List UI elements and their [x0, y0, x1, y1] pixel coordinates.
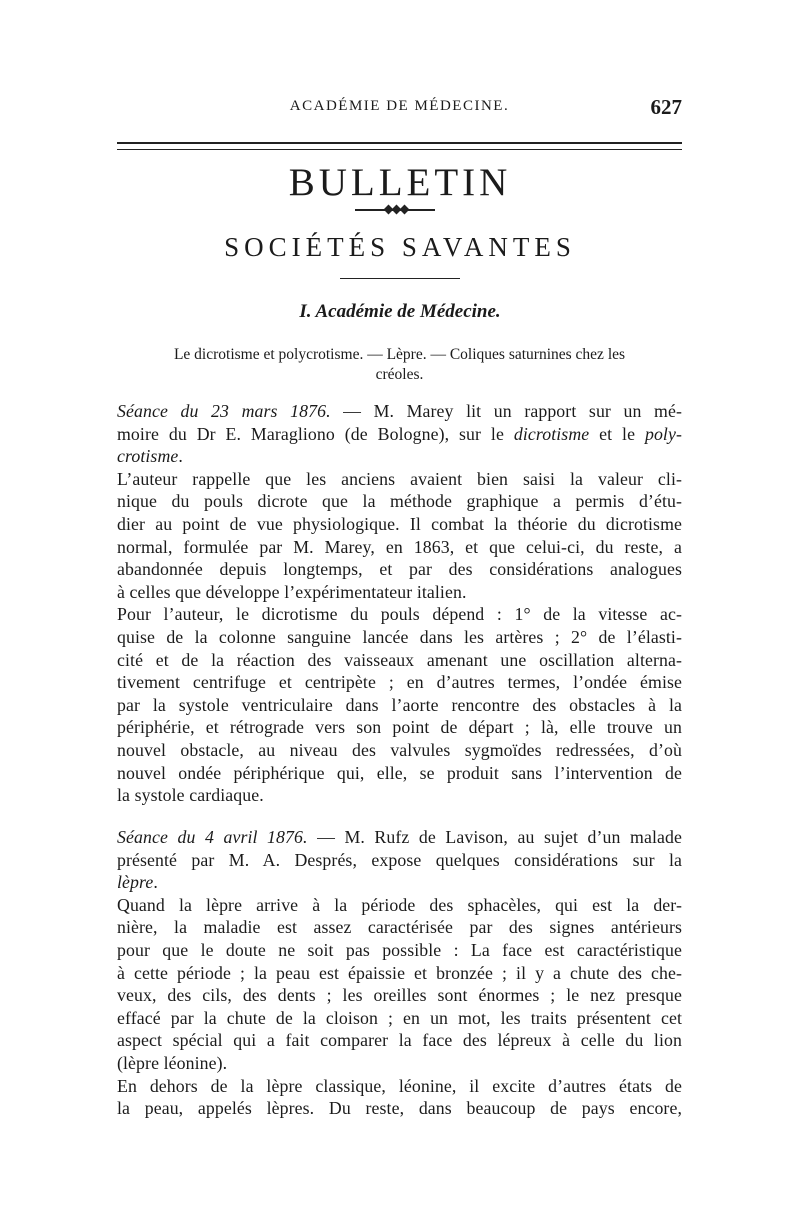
- bulletin-title: BULLETIN: [288, 161, 512, 204]
- summary-line: créoles.: [375, 366, 424, 383]
- session-label: Séance du 23 mars 1876.: [117, 401, 331, 421]
- text-line: moire du Dr E. Maragliono (de Bologne), sur le dicrotisme et le poly-: [117, 423, 682, 444]
- text-line: à celles que développe l’expérimentateur italien.: [117, 581, 467, 602]
- session-label: Séance du 4 avril 1876.: [117, 827, 308, 847]
- running-head: [117, 95, 682, 126]
- text-line: normal, formulée par M. Marey, en 1863, et que celui-ci, du reste, a: [117, 536, 682, 557]
- text-line: veux, des cils, des dents ; les oreilles sont énormes ; le nez presque: [117, 985, 682, 1006]
- text-line: à cette période ; la peau est épaissie et bronzée ; il y a chute des che-: [117, 962, 682, 983]
- text-line: lèpre.: [117, 872, 158, 893]
- text-line: abandonnée depuis longtemps, et par des considérations analogues: [117, 559, 682, 580]
- text-line: pour que le doute ne soit pas possible : La face est caractéristique: [117, 939, 682, 960]
- text-line: la systole cardiaque.: [117, 785, 264, 806]
- running-title: ACADÉMIE DE MÉDECINE.: [289, 98, 510, 114]
- text-line: Séance du 23 mars 1876. — M. Marey lit un rapport sur un mé-: [117, 401, 682, 421]
- societes-savantes-title: SOCIÉTÉS SAVANTES: [224, 232, 576, 262]
- text-line: cité et de la réaction des vaisseaux amenant une oscillation alterna-: [117, 649, 682, 670]
- text-line: aspect spécial qui a fait comparer la face des lépreux à celle du lion: [117, 1030, 682, 1051]
- text-line: (lèpre léonine).: [117, 1052, 228, 1073]
- text-line: Séance du 4 avril 1876. — M. Rufz de Lavison, au sujet d’un malade: [117, 827, 682, 847]
- ornament-divider: [355, 207, 435, 213]
- text-line: dier au point de vue physiologique. Il combat la théorie du dicrotisme: [117, 513, 682, 534]
- text-line: En dehors de la lèpre classique, léonine, il excite d’autres états de: [117, 1075, 682, 1096]
- header-double-rule: [117, 142, 682, 150]
- text-line: effacé par la chute de la cloison ; en un mot, les traits présentent cet: [117, 1007, 682, 1028]
- text-line: tivement centrifuge et centripète ; en d’autres termes, l’ondée émise: [117, 672, 682, 693]
- session-march-23: [117, 400, 682, 807]
- text-line: L’auteur rappelle que les anciens avaient bien saisi la valeur cli-: [117, 468, 682, 489]
- text-line: par la systole ventriculaire dans l’aorte rencontre des obstacles à la: [117, 694, 682, 715]
- ornament-diamond: [400, 205, 410, 215]
- section-rule: [340, 278, 460, 279]
- section-summary: [117, 345, 682, 385]
- text-line: périphérie, et rétrograde vers son point de départ ; là, elle trouve un: [117, 717, 682, 738]
- text-line: Pour l’auteur, le dicrotisme du pouls dépend : 1° de la vitesse ac-: [117, 604, 682, 625]
- text-line: quise de la colonne sanguine lancée dans les artères ; 2° de l’élasti-: [117, 626, 682, 647]
- text-line: nouvel ondée périphérique qui, elle, se produit sans l’intervention de: [117, 762, 682, 783]
- text-line: nique du pouls dicrote que la méthode graphique a permis d’étu-: [117, 491, 682, 512]
- text-line: la peau, appelés lèpres. Du reste, dans beaucoup de pays encore,: [117, 1098, 682, 1119]
- summary-line: Le dicrotisme et polycrotisme. — Lèpre. — Coliques saturnines chez les: [173, 346, 626, 363]
- text-line: crotisme.: [117, 446, 183, 467]
- section-heading: I. Académie de Médecine.: [299, 301, 501, 322]
- text-line: nouvel obstacle, au niveau des valvules sygmoïdes redressées, d’où: [117, 739, 682, 760]
- text-line: Quand la lèpre arrive à la période des sphacèles, qui est la der-: [117, 894, 682, 915]
- session-april-4: [117, 826, 682, 1120]
- page-number: 627: [650, 95, 682, 119]
- text-line: nière, la maladie est assez caractérisée par des signes antérieurs: [117, 917, 682, 938]
- text-line: présenté par M. A. Després, expose quelques considérations sur la: [117, 849, 682, 870]
